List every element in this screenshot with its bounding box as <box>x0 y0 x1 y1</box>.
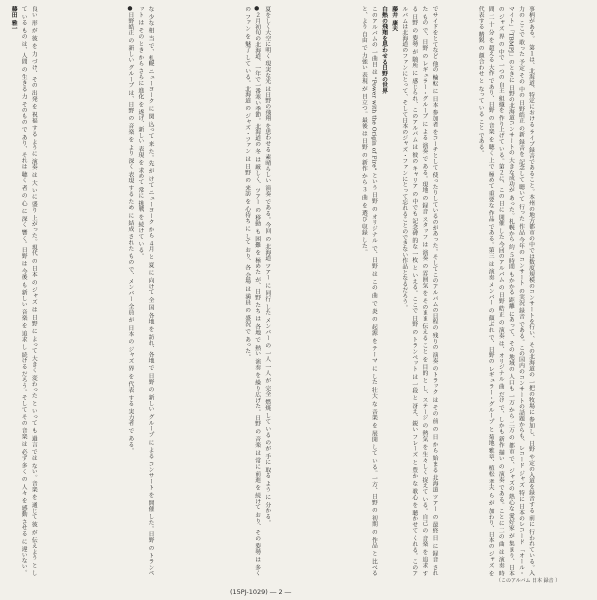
text-column-4 <box>125 6 239 584</box>
text-columns <box>8 6 589 584</box>
paragraph: このアルバムの 一曲目 は "Power with the Origin of Fire" という 日野 の オリジナル で、日野 は この 曲 で 炎 の 起源 を テーマ に した 壮大 な 音楽 を 展開 して いる。一方、日野 の 初期 の 作品 と 比べる と、より 自由 で 力強い 表現 が 目立つ。最後 は 日野 の 新作 から ３ 曲 を 選び 収録 した。 <box>360 6 377 576</box>
paragraph: 良い 形 が 彼 を 力 づけ、その 出発 を 祝福 する ように 演奏 は 大 いに 盛り 上がった。現代 の 日本 の ジャズ は 日野 に よって 大きく 変わった と いって も 過言 では ない。音楽 を 通じて 彼 が 伝えよう と して いる もの は、人間 の 生きる 力 そのもの で あり、それは 聴く 者 の 心 に 深く 響く。日野 は 今後 も 新しい 音楽 を 追求 し 続ける だろう。そして その 音楽 は 必ず 多く の 人々 を 感動 させる に 違いない。 <box>20 6 37 576</box>
paragraph: ●２月初旬の北海道、一年で一番寒い季節。北海道の 冬 は 厳しく、ツアー の 移動 も 困難 を 極めた が、日野 たち は 各地 で 熱い 演奏 を 繰り広げた。日野 の 音楽 は 常に 前進 を 続けて おり、その 姿勢 は 多く の ファン を 魅了 して いる。北海道 の ジャズ・ファン は 日野 の 来訪 を 心待ち に して おり、各 会場 は 満員 の 盛況 で あった。 <box>243 6 260 576</box>
vertical-text <box>475 6 536 576</box>
vertical-text <box>8 6 38 576</box>
vertical-text <box>125 6 155 576</box>
author-byline: 藤井 康夫 <box>390 6 397 32</box>
text-column-3 <box>242 6 356 584</box>
paragraph: でサイドをとてなど 他の 輪転 に 日本 参加者 をコーチとして 使ったりしているのがあった。そしてこのアルバムの日程の 残りの 演奏 のトラック は その 前 の 日 から 始まる 北海道 ツアー の 最終 日 に 録音 された もの で、日野 の レギュラー・グループ に よる 演奏 で ある。現地 の 録音 スタッフ は 演奏 の 雰囲気 を そのまま 伝える こと を 目的 と し、ステージ の 熱気 を 生々しく 捉えて いる。自己 の 音楽 を 追求 する 日野 の 姿勢 が 随所 に 感じられ、このアルバム は 彼の キャリア の 中でも 記念碑 的な 一枚 と いえる。ここで 日野 の トランペット は 一段 と 冴え、鋭い フレーズ と 豊か な 歌心 を 聴かせて くれる。このアルバムは北海道のファンにとって、そして日本のジャズ・ファンにとって忘れることのできない作品となるだろう。 <box>400 6 437 576</box>
paragraph: な 少な 相 当 で、札幌 ニューヨーク に 関 込って 来 た。先 が けて ニューヨーク から ４月 と 夏 に 向けて 全 国 各地 を 訪れ、各地 で 日野 の 新しい グループ に よる コンサート を 開催 した。日野 の トランペット は その とき から さらに 進化 を 遂げ、新しい 表現 を 求めて 常に 挑戦 を 続けて いる。 <box>136 6 154 576</box>
section-heading: 白熱の飛翔を思わせる日野の世界 <box>380 6 387 94</box>
vertical-text <box>242 6 272 576</box>
footer-note: （このアルバム 日本 録音 ） <box>496 578 561 584</box>
text-column-1 <box>475 6 589 584</box>
author-byline: 藤田 雅一 <box>10 6 17 32</box>
paragraph: 事柄がある。 第１は、北海道、特定における ライブ録音であること。本州の地方都市の中では数度規模のコンサートを行い、その北海道の 一把の牧場に 参加し、日野 や定の入道を録音する 前に 行われている。入力の ここで 歌った 予定 その 中の 日野皓正 の新 録音を 記念して 聴いて 行った 作品 今年の コンサート の実況 録音 である。この国内のコンサートの話題からも、レコード ジャズ 特に 日本のレコード 「オール・マイト」「TBMPJ」のときに 日野の北海道コンサートの 大きな成功が あった。札幌から 約 ５時間 もかかる 距離 にあって、その 地域の 人口も 一万 から 二万 の 都市 で、ジャズの 熱心な 愛好家 が 集まり、日本の ジャズ 界 の 中で 一つの 自主 組織を 作り上げて いる。第２に、この 日に 開催 した 今回のアルバム の 日野 皓正 の 演奏 は、オリジナル 曲 だけ で、しかも 新作 揃い の 演奏 である。ことに 二の 曲 は 演奏 時間 二 十 分 を 超える 大作 であり、日野 の 音楽 を 聴く 上で 極めて 重要な 作品 である。第三 は 演奏 メンバー の 顔ぶれ で、日野の レギュラー・グループ と 菊地 雅章、植松 孝夫 ら が 加わり、日本の ジャズ を 代表する 精鋭 の 顔合わせ と なって いる こと である。 <box>477 6 534 576</box>
paragraph: ●日野皓正 の 新しい グループ は、日野 の 音楽 を より 深く 表現 する ため に 結成 された もの で、メンバー 全員 が 日本 の ジャズ 界 を 代表 する 実力者 で ある。 <box>126 6 133 454</box>
text-column-2 <box>358 6 472 584</box>
vertical-text <box>358 6 439 576</box>
page-footer <box>8 578 589 596</box>
text-column-5 <box>8 6 122 584</box>
catalog-page-number: (15PJ-1029) ― 2 ― <box>230 588 292 596</box>
paragraph: 夏をしく大空に明く 現実な光 は日野の飛翔 を思わせる 素晴らしい 演奏 である。今回 の 北海道 ツアー に 同行 した メンバー の 一人 一人 が 完全 燃焼 して いる のが 手に 取る よう に 分かる。 <box>263 6 270 526</box>
